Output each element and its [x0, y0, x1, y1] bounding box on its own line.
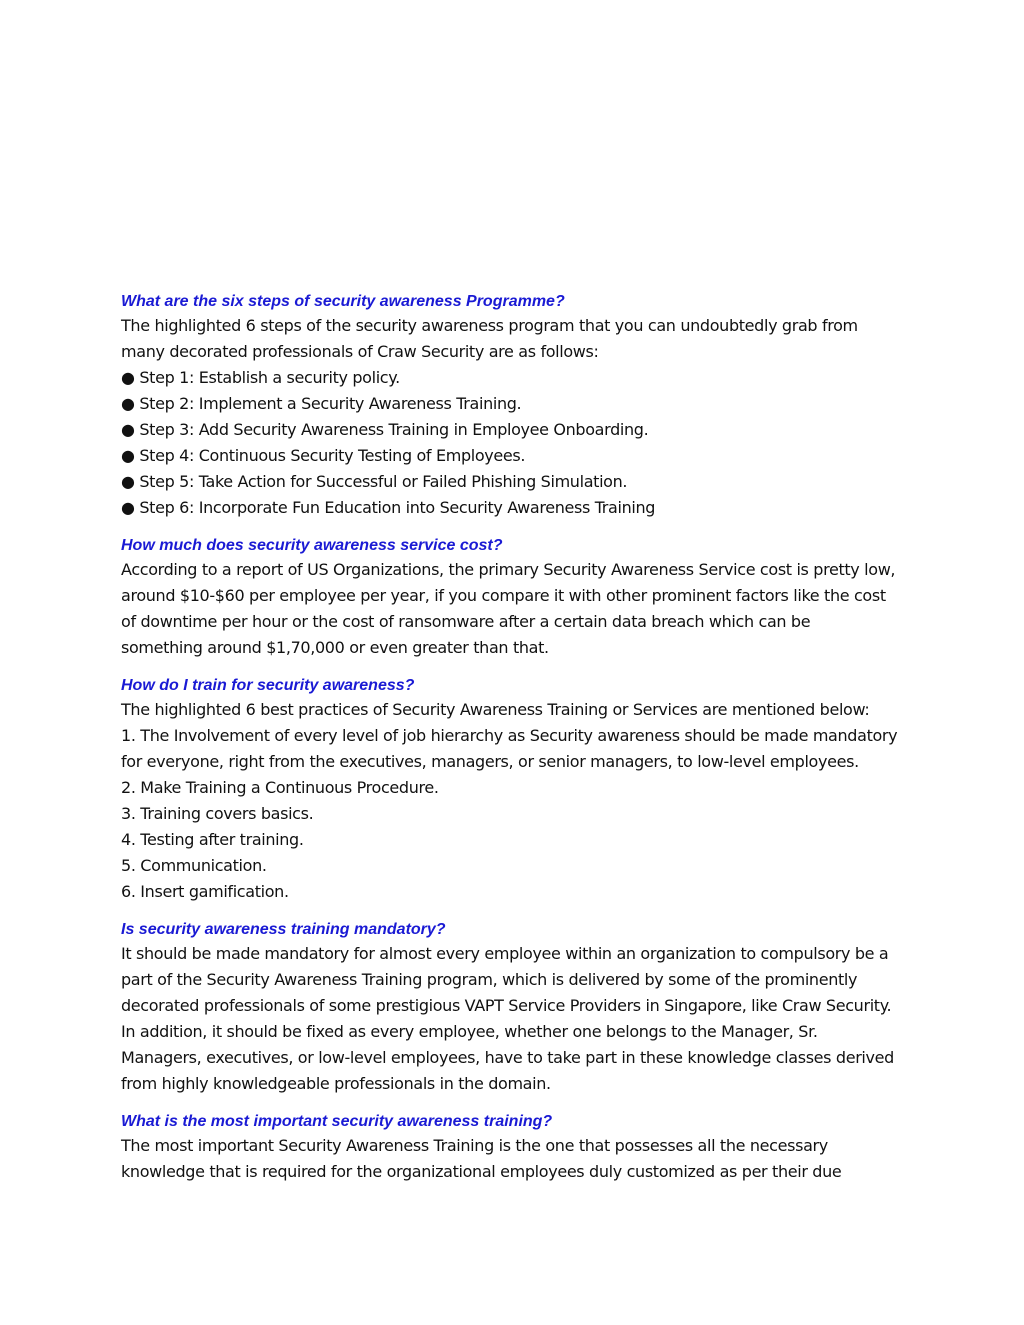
bullet-item: ● Step 5: Take Action for Successful or Failed Phishing Simulation.: [121, 472, 628, 491]
numbered-item: 2. Make Training a Continuous Procedure.: [121, 778, 439, 797]
section-heading: How much does security awareness service cost?: [121, 537, 503, 554]
section-heading: What are the six steps of security awareness Programme?: [121, 293, 565, 310]
bullet-item: ● Step 2: Implement a Security Awareness Training.: [121, 394, 522, 413]
body-line: many decorated professionals of Craw Security are as follows:: [121, 342, 599, 361]
body-line: around $10-$60 per employee per year, if you compare it with other prominent factors like the cost: [121, 586, 886, 605]
section-service-cost: [121, 535, 911, 661]
section-heading: How do I train for security awareness?: [121, 677, 415, 694]
body-line: The most important Security Awareness Training is the one that possesses all the necessary: [121, 1136, 828, 1155]
numbered-item-continuation: for everyone, right from the executives, managers, or senior managers, to low-level employees.: [121, 752, 859, 771]
numbered-item: 5. Communication.: [121, 856, 267, 875]
document-page: [121, 291, 911, 1199]
bullet-item: ● Step 1: Establish a security policy.: [121, 368, 400, 387]
section-six-steps: [121, 291, 911, 521]
section-heading: Is security awareness training mandatory?: [121, 921, 446, 938]
numbered-item: 1. The Involvement of every level of job hierarchy as Security awareness should be made mandatory: [121, 726, 898, 745]
numbered-item: 4. Testing after training.: [121, 830, 304, 849]
body-line: something around $1,70,000 or even greater than that.: [121, 638, 549, 657]
body-line: from highly knowledgeable professionals in the domain.: [121, 1074, 551, 1093]
body-line: Managers, executives, or low-level employees, have to take part in these knowledge classes derived: [121, 1048, 894, 1067]
body-line: part of the Security Awareness Training program, which is delivered by some of the prominently: [121, 970, 858, 989]
body-line: According to a report of US Organizations, the primary Security Awareness Service cost is pretty low,: [121, 560, 896, 579]
bullet-item: ● Step 4: Continuous Security Testing of Employees.: [121, 446, 526, 465]
bullet-item: ● Step 6: Incorporate Fun Education into Security Awareness Training: [121, 498, 656, 517]
section-most-important: [121, 1111, 911, 1185]
body-line: In addition, it should be fixed as every employee, whether one belongs to the Manager, Sr.: [121, 1022, 818, 1041]
bullet-item: ● Step 3: Add Security Awareness Training in Employee Onboarding.: [121, 420, 649, 439]
body-line: of downtime per hour or the cost of ransomware after a certain data breach which can be: [121, 612, 811, 631]
section-how-to-train: [121, 675, 911, 905]
body-line: knowledge that is required for the organizational employees duly customized as per their due: [121, 1162, 842, 1181]
body-line: The highlighted 6 steps of the security awareness program that you can undoubtedly grab from: [121, 316, 858, 335]
section-heading: What is the most important security awareness training?: [121, 1113, 553, 1130]
numbered-item: 3. Training covers basics.: [121, 804, 314, 823]
body-line: It should be made mandatory for almost every employee within an organization to compulsory be a: [121, 944, 889, 963]
numbered-item: 6. Insert gamification.: [121, 882, 289, 901]
section-mandatory: [121, 919, 911, 1097]
body-line: The highlighted 6 best practices of Security Awareness Training or Services are mentioned below:: [121, 700, 870, 719]
body-line: decorated professionals of some prestigious VAPT Service Providers in Singapore, like Craw Security.: [121, 996, 892, 1015]
